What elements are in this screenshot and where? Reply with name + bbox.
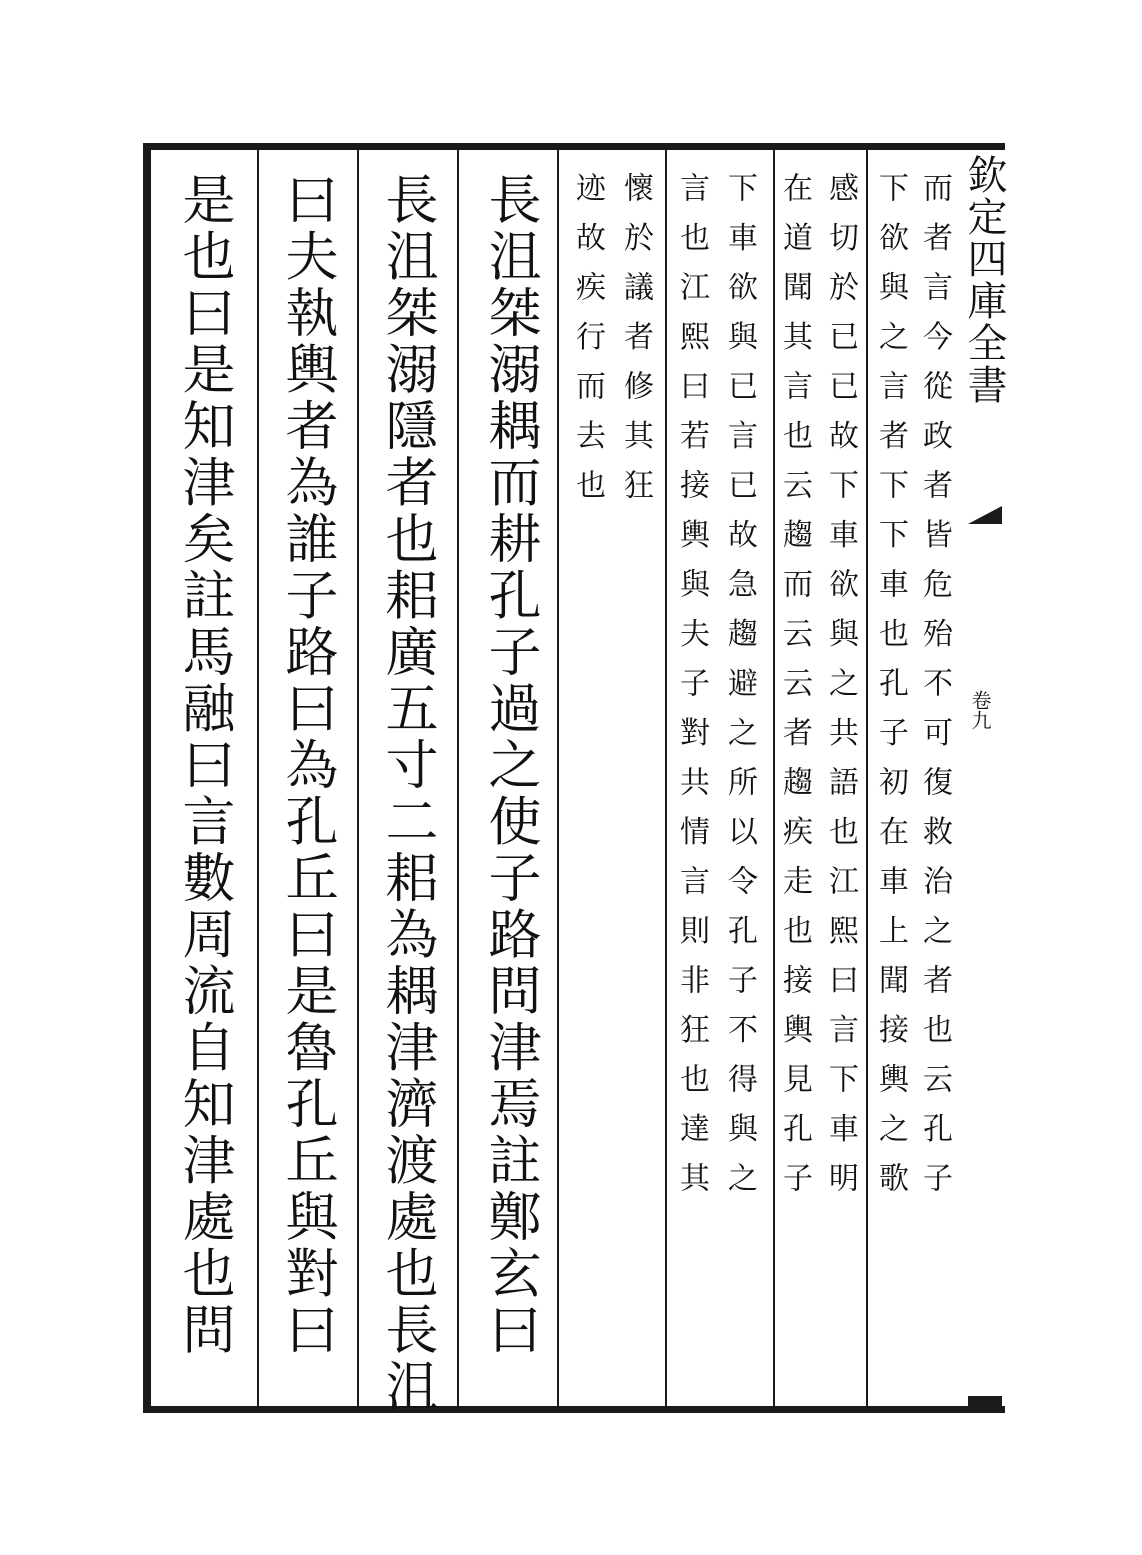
commentary-column-5: 下車欲與已言已故急趨避之所以令孔子不得與之 — [722, 172, 757, 1212]
volume-label: 卷九 — [968, 690, 992, 730]
commentary-column-3: 感切於已已故下車欲與之共語也江熙曰言下車明 — [823, 172, 858, 1212]
main-text-column-3: 曰夫執輿者為誰子路曰為孔丘曰是魯孔丘與對曰 — [277, 172, 338, 1359]
column-rule — [866, 150, 868, 1406]
margin-strip — [961, 150, 1007, 1412]
column-rule — [773, 150, 775, 1406]
column-rule — [357, 150, 359, 1406]
margin-bottom-bar — [968, 1396, 1002, 1412]
commentary-column-7: 懷於議者修其狂 — [618, 172, 653, 519]
commentary-column-1: 而者言今從政者皆危殆不可復救治之者也云孔子 — [917, 172, 952, 1212]
collection-title: 欽定四庫全書 — [961, 154, 1007, 406]
column-rule — [557, 150, 559, 1406]
main-text-column-1: 長沮桀溺耦而耕孔子過之使子路問津焉註鄭玄曰 — [480, 172, 541, 1359]
page-frame — [143, 143, 1005, 1413]
main-text-column-2: 長沮桀溺隱者也耜廣五寸二耜為耦津濟渡處也長沮 — [377, 172, 438, 1415]
commentary-column-6: 言也江熙曰若接輿與夫子對共情言則非狂也達其 — [674, 172, 709, 1212]
commentary-column-4: 在道聞其言也云趨而云云者趨疾走也接輿見孔子 — [777, 172, 812, 1212]
column-rule — [257, 150, 259, 1406]
fish-tail-mark — [968, 506, 1002, 524]
column-rule — [665, 150, 667, 1406]
main-text-column-4: 是也曰是知津矣註馬融曰言數周流自知津處也問 — [174, 172, 235, 1359]
column-rule — [457, 150, 459, 1406]
commentary-column-8: 迹故疾行而去也 — [570, 172, 605, 519]
commentary-column-2: 下欲與之言者下下車也孔子初在車上聞接輿之歌 — [873, 172, 908, 1212]
